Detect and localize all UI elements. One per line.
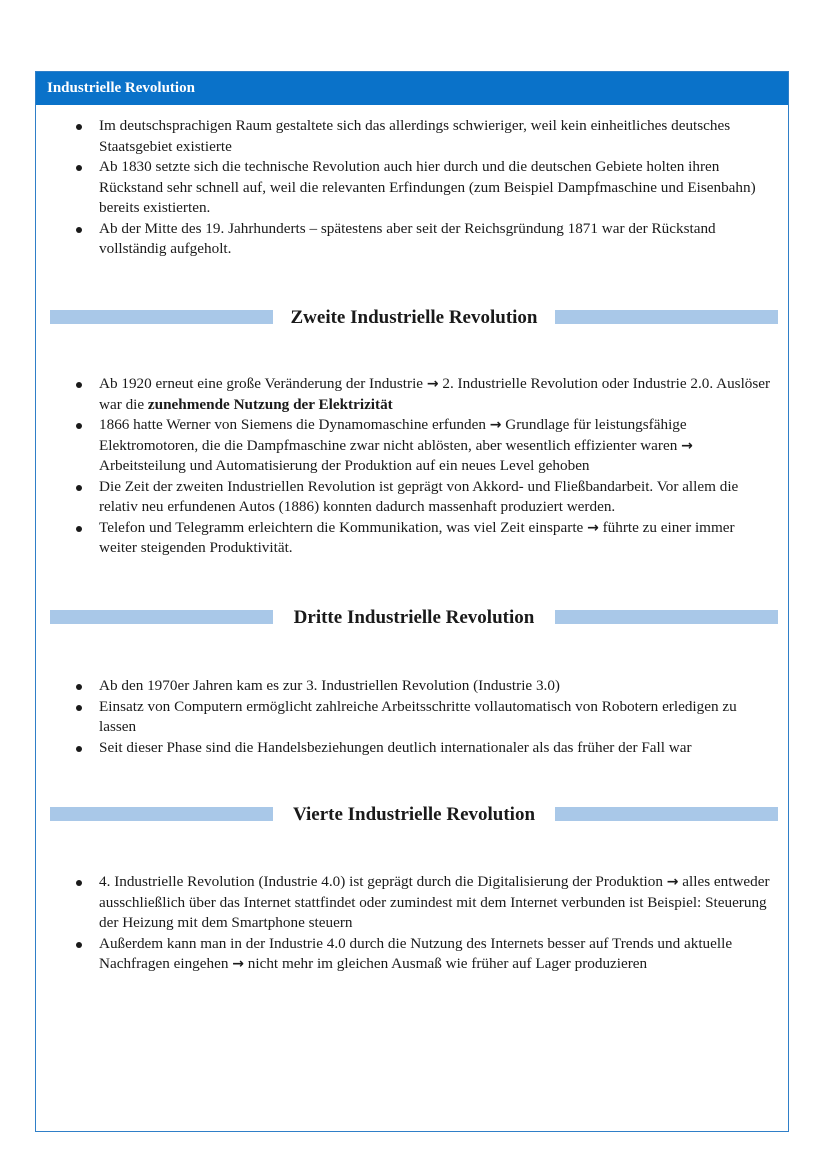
document-title-bar xyxy=(36,72,788,105)
heading-band-right xyxy=(555,610,778,624)
document-frame xyxy=(35,71,789,1132)
section-title: Vierte Industrielle Revolution xyxy=(292,804,536,825)
fourth-list xyxy=(36,872,788,975)
heading-band-left xyxy=(50,310,273,324)
arrow-icon: → xyxy=(587,519,599,536)
document-title: Industrielle Revolution xyxy=(47,80,195,96)
list-item: Im deutschsprachigen Raum gestaltete sich das allerdings schwieriger, weil kein einheitliches deutsches Staatsgebiet existierte xyxy=(36,116,788,157)
arrow-icon: → xyxy=(489,417,502,433)
list-item: 4. Industrielle Revolution (Industrie 4.0) ist geprägt durch die Digitalisierung der Produktion → alles entweder ausschließlich über das Internet stattfindet oder zumindest mit dem Internet verbunden ist Beispiel: Steuerung der Heizung mit dem Smartphone steuern xyxy=(36,872,788,934)
list-item: Ab den 1970er Jahren kam es zur 3. Industriellen Revolution (Industrie 3.0) xyxy=(36,676,788,697)
section-title: Dritte Industrielle Revolution xyxy=(293,607,535,628)
intro-list xyxy=(36,116,788,260)
list-item: 1866 hatte Werner von Siemens die Dynamomaschine erfunden → Grundlage für leistungsfähige Elektromotoren, die die Dampfmaschine zwar nicht ablösten, aber wesentlich effizienter waren → Arbeitsteilung und Automatisierung der Produktion auf ein neues Level gehoben xyxy=(36,415,788,477)
heading-band-right xyxy=(555,807,778,821)
list-item: Einsatz von Computern ermöglicht zahlreiche Arbeitsschritte vollautomatisch von Robotern erledigen zu lassen xyxy=(36,697,788,738)
list-item: Seit dieser Phase sind die Handelsbeziehungen deutlich internationaler als das früher der Fall war xyxy=(36,738,788,759)
section-title: Zweite Industrielle Revolution xyxy=(290,307,538,328)
arrow-icon: → xyxy=(426,376,439,392)
arrow-icon: → xyxy=(666,874,679,890)
list-item: Die Zeit der zweiten Industriellen Revolution ist geprägt von Akkord- und Fließbandarbeit. Vor allem die relativ neu erfundenen Autos (1886) konnten dadurch massenhaft produziert werden. xyxy=(36,477,788,518)
list-item: Ab 1830 setzte sich die technische Revolution auch hier durch und die deutschen Gebiete holten ihren Rückstand sehr schnell auf, weil die relevanten Erfindungen (zum Beispiel Dampfmaschine und Eisenbahn) bereits existierten. xyxy=(36,157,788,219)
second-list xyxy=(36,374,788,559)
list-item: Außerdem kann man in der Industrie 4.0 durch die Nutzung des Internets besser auf Trends und aktuelle Nachfragen eingehen → nicht mehr im gleichen Ausmaß wie früher auf Lager produzieren xyxy=(36,934,788,975)
heading-band-right xyxy=(555,310,778,324)
heading-band-left xyxy=(50,610,273,624)
list-item: Telefon und Telegramm erleichtern die Kommunikation, was viel Zeit einsparte → führte zu einer immer weiter steigenden Produktivität. xyxy=(36,518,788,559)
list-item: Ab 1920 erneut eine große Veränderung der Industrie → 2. Industrielle Revolution oder Industrie 2.0. Auslöser war die zunehmende Nutzung der Elektrizität xyxy=(36,374,788,415)
arrow-icon: → xyxy=(681,437,693,454)
heading-band-left xyxy=(50,807,273,821)
section-heading-third xyxy=(50,607,778,629)
section-heading-second xyxy=(50,307,778,329)
section-heading-fourth xyxy=(50,804,778,826)
emphasis-text: zunehmende Nutzung der Elektrizität xyxy=(147,395,393,413)
third-list xyxy=(36,676,788,758)
arrow-icon: → xyxy=(232,956,244,972)
list-item: Ab der Mitte des 19. Jahrhunderts – spätestens aber seit der Reichsgründung 1871 war der Rückstand vollständig aufgeholt. xyxy=(36,219,788,260)
